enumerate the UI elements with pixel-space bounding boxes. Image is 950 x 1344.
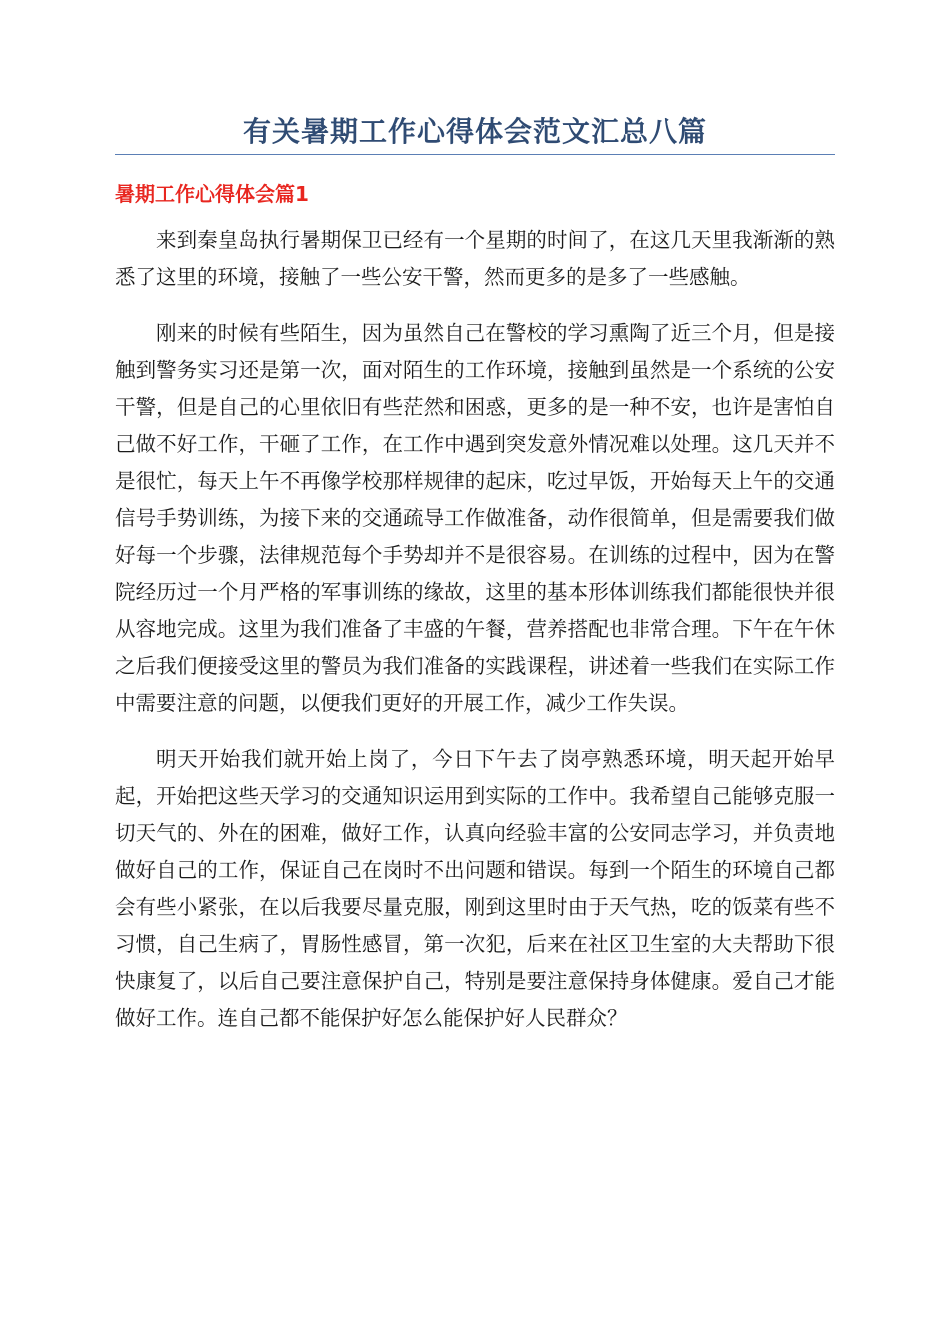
paragraph-1: 来到秦皇岛执行暑期保卫已经有一个星期的时间了，在这几天里我渐渐的熟悉了这里的环境，接触了一些公安干警，然而更多的是多了一些感触。 xyxy=(115,228,835,289)
title-divider xyxy=(115,154,835,155)
paragraph-3: 明天开始我们就开始上岗了，今日下午去了岗亭熟悉环境，明天起开始早起，开始把这些天学习的交通知识运用到实际的工作中。我希望自己能够克服一切天气的、外在的困难，做好工作，认真向经验丰富的公安同志学习，并负责地做好自己的工作，保证自己在岗时不出问题和错误。每到一个陌生的环境自己都会有些小紧张，在以后我要尽量克服，刚到这里时由于天气热，吃的饭菜有些不习惯，自己生病了，胃肠性感冒，第一次犯，后来在社区卫生室的大夫帮助下很快康复了，以后自己要注意保护自己，特别是要注意保持身体健康。爱自己才能做好工作。连自己都不能保护好怎么能保护好人民群众？ xyxy=(115,747,835,1030)
paragraph-2: 刚来的时候有些陌生，因为虽然自己在警校的学习熏陶了近三个月，但是接触到警务实习还是第一次，面对陌生的工作环境，接触到虽然是一个系统的公安干警，但是自己的心里依旧有些茫然和困惑，更多的是一种不安，也许是害怕自己做不好工作，干砸了工作，在工作中遇到突发意外情况难以处理。这几天并不是很忙，每天上午不再像学校那样规律的起床，吃过早饭，开始每天上午的交通信号手势训练，为接下来的交通疏导工作做准备，动作很简单，但是需要我们做好每一个步骤，法律规范每个手势却并不是很容易。在训练的过程中，因为在警院经历过一个月严格的军事训练的缘故，这里的基本形体训练我们都能很快并很从容地完成。这里为我们准备了丰盛的午餐，营养搭配也非常合理。下午在午休之后我们便接受这里的警员为我们准备的实践课程，讲述着一些我们在实际工作中需要注意的问题，以便我们更好的开展工作，减少工作失误。 xyxy=(115,321,835,715)
section-heading: 暑期工作心得体会篇1 xyxy=(115,182,309,206)
document-body xyxy=(115,222,835,1056)
document-title: 有关暑期工作心得体会范文汇总八篇 xyxy=(242,115,707,148)
